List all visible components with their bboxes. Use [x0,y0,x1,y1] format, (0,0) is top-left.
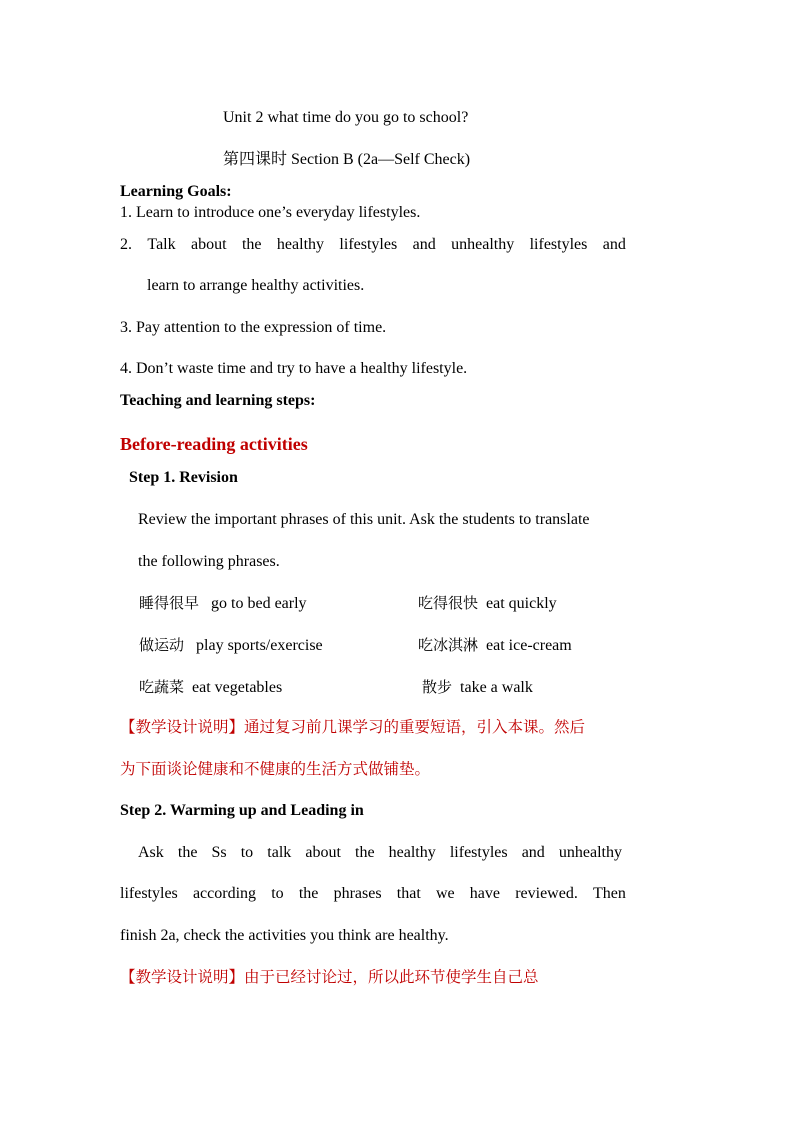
phrase-row-3-left: 吃蔬菜 eat vegetables [139,678,283,696]
phrase-row-3-right: 散步 take a walk [422,678,533,696]
phrase-row-1-right: 吃得很快 eat quickly [418,594,557,612]
phrase-row-1-left: 睡得很早 go to bed early [139,594,307,612]
steps-heading: Teaching and learning steps: [120,392,316,409]
goal-3: 3. Pay attention to the expression of time. [120,319,387,336]
design-note-1-line-1: 【教学设计说明】通过复习前几课学习的重要短语，引入本课。然后 [120,718,586,736]
design-note-2-line-1: 【教学设计说明】由于已经讨论过，所以此环节使学生自己总 [120,968,539,986]
step-2-text-line-2: lifestyles according to the phrases that we have reviewed. Then [120,885,626,902]
goal-1: 1. Learn to introduce one’s everyday lifestyles. [120,204,421,221]
step-2-heading: Step 2. Warming up and Leading in [120,802,364,819]
step-1-text-line-1: Review the important phrases of this unit. Ask the students to translate [138,511,590,528]
phrase-row-2-right: 吃冰淇淋 eat ice-cream [418,636,572,654]
step-2-text-line-3: finish 2a, check the activities you think are healthy. [120,927,449,944]
design-note-1-line-2: 为下面谈论健康和不健康的生活方式做铺垫。 [120,760,431,778]
goal-2-line-2: learn to arrange healthy activities. [147,277,365,294]
step-1-text-line-2: the following phrases. [138,553,280,570]
phrase-row-2-left: 做运动 play sports/exercise [139,636,323,654]
goal-2-line-1: 2. Talk about the healthy lifestyles and unhealthy lifestyles and [120,236,626,253]
step-2-text-line-1: Ask the Ss to talk about the healthy lifestyles and unhealthy [138,844,622,861]
lesson-title: 第四课时 Section B (2a—Self Check) [223,151,471,168]
unit-title: Unit 2 what time do you go to school? [223,109,469,126]
learning-goals-heading: Learning Goals: [120,183,232,200]
step-1-heading: Step 1. Revision [129,469,238,486]
goal-4: 4. Don’t waste time and try to have a healthy lifestyle. [120,360,468,377]
before-reading-heading: Before-reading activities [120,434,308,454]
